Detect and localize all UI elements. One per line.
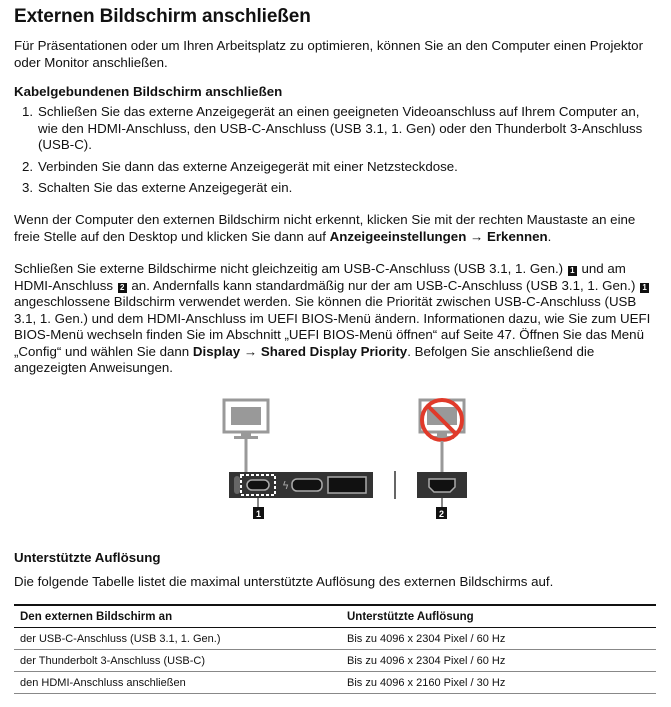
table-cell: der Thunderbolt 3-Anschluss (USB-C) — [14, 650, 341, 672]
list-item: 3. Schalten Sie das externe Anzeigegerät ein. — [22, 180, 293, 195]
port-label-1: 1 — [568, 266, 577, 276]
monitor-icon — [224, 400, 268, 439]
resolution-paragraph: Die folgende Tabelle listet die maximal unterstützte Auflösung des externen Bildschirms auf. — [14, 574, 554, 589]
table-cell: Bis zu 4096 x 2160 Pixel / 30 Hz — [341, 672, 656, 694]
table-row — [14, 672, 656, 694]
port-label-1: 1 — [640, 283, 649, 293]
wired-heading: Kabelgebundenen Bildschirm anschließen — [14, 84, 283, 99]
port-illustration — [214, 395, 474, 530]
column-header: Unterstützte Auflösung — [341, 605, 656, 628]
column-header: Den externen Bildschirm an — [14, 605, 341, 628]
port-label-2: 2 — [118, 283, 127, 293]
table-row — [14, 650, 656, 672]
page-title: Externen Bildschirm anschließen — [14, 6, 311, 27]
table-header-row — [14, 605, 656, 628]
table-row — [14, 628, 656, 650]
usb-c-port-strip — [229, 472, 373, 498]
table-cell: den HDMI-Anschluss anschließen — [14, 672, 341, 694]
list-item: 1. Schließen Sie das externe Anzeigegerät an einen geeigneten Videoanschluss auf Ihrem Computer an, wie den HDMI-Anschluss, den USB-C-Anschluss (USB 3.1, 1. Gen) oder den Thunderbolt 3-Anschluss (USB-C). — [22, 104, 643, 152]
monitor-disabled-icon — [420, 400, 464, 440]
detect-paragraph: Wenn der Computer den externen Bildschirm nicht erkennt, klicken Sie mit der rechten Maustaste an eine freie Stelle auf den Desktop und klicken Sie dann auf Anzeigeeinstellungen → Erkennen. — [14, 212, 636, 244]
table-cell: Bis zu 4096 x 2304 Pixel / 60 Hz — [341, 628, 656, 650]
hdmi-port-strip — [417, 472, 467, 498]
resolution-table — [14, 604, 656, 694]
list-item: 2. Verbinden Sie dann das externe Anzeigegerät mit einer Netzsteckdose. — [22, 158, 458, 174]
svg-text:1: 1 — [255, 509, 262, 519]
table-cell: Bis zu 4096 x 2304 Pixel / 60 Hz — [341, 650, 656, 672]
svg-text:ϟ: ϟ — [282, 479, 290, 492]
priority-paragraph: Schließen Sie externe Bildschirme nicht gleichzeitig am USB-C-Anschluss (USB 3.1, 1. Gen.) 1 und am HDMI-Anschluss 2 an. Andernfalls kann standardmäßig nur der am USB-C-Anschluss (USB 3.1, 1. Gen.) 1 angeschlossene Bildschirm verwendet werden. Sie können die Priorität zwischen USB-C-Anschluss (USB 3.1, 1. Gen.) und dem HDMI-Anschluss im UEFI BIOS-Menü ändern. Informationen dazu, wie Sie zum UEFI BIOS-Menü wechseln finden Sie im Abschnitt „UEFI BIOS-Menü öffnen“ auf Seite 47. Öffnen Sie das Menü „Config“ und wählen Sie dann Display → Shared Display Priority. Befolgen Sie anschließend die angezeigten Anweisungen. — [14, 261, 651, 375]
table-cell: der USB-C-Anschluss (USB 3.1, 1. Gen.) — [14, 628, 341, 650]
intro-paragraph: Für Präsentationen oder um Ihren Arbeitsplatz zu optimieren, können Sie an den Computer einen Projektor oder Monitor anschließen. — [14, 38, 644, 70]
steps-list — [14, 104, 654, 197]
resolution-heading: Unterstützte Auflösung — [14, 550, 161, 565]
svg-text:2: 2 — [438, 509, 445, 519]
